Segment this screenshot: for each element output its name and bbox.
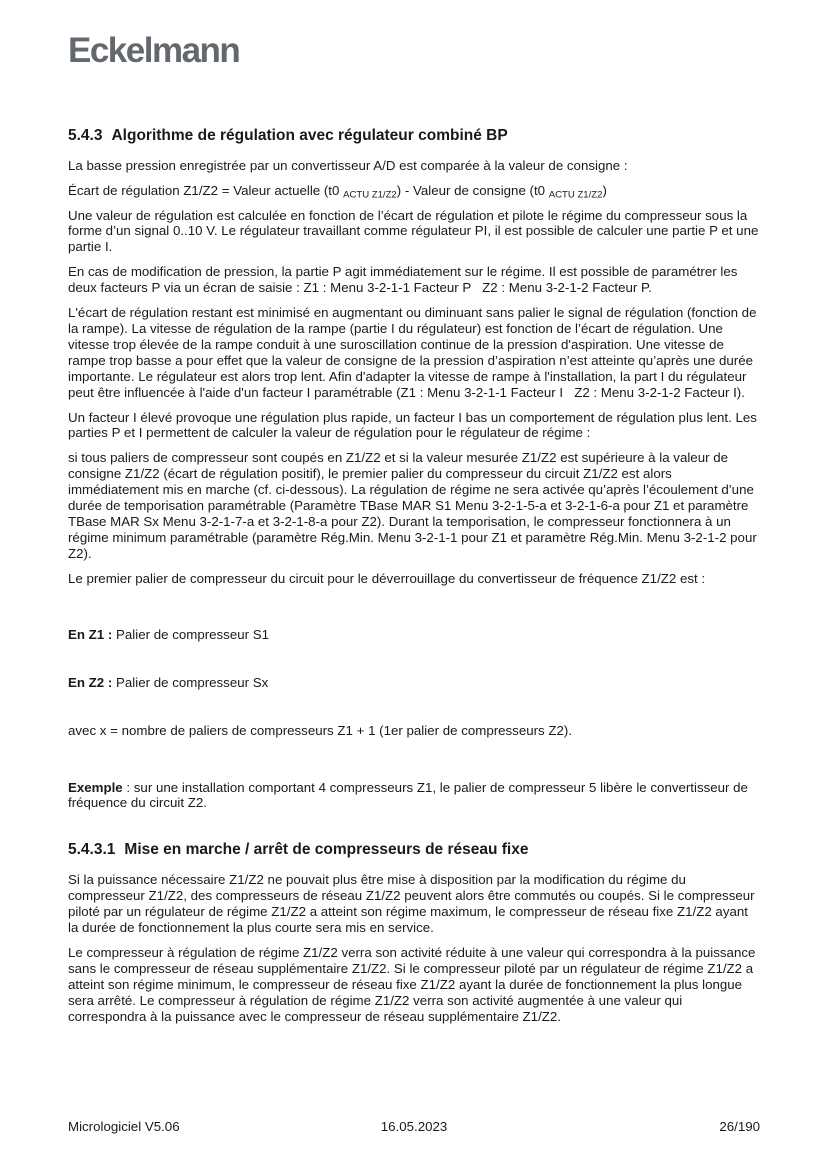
page-content (68, 0, 763, 1025)
section-number: 5.4.3 (68, 126, 103, 144)
footer-page-number: 26/190 (719, 1119, 760, 1134)
footer-firmware-version: Micrologiciel V5.06 (68, 1119, 180, 1134)
section-title: Algorithme de régulation avec régulateur combiné BP (111, 126, 508, 144)
formula-subscript-1: ACTU Z1/Z2 (343, 189, 397, 201)
formula-subscript-2: ACTU Z1/Z2 (548, 189, 603, 201)
paragraph-example (68, 780, 760, 812)
subsection-number: 5.4.3.1 (68, 841, 116, 859)
paragraph-regulation-value: Une valeur de régulation est calculée en fonction de l’écart de régulation et pilote le régime du compresseur sous la forme d’un signal 0..10 V. Le régulateur travaillant comme régulateur PI, il est possible de calculer une partie P et une partie I. (68, 207, 763, 255)
footer-date: 16.05.2023 (380, 1119, 448, 1134)
formula-part2: ) - Valeur de consigne (t0 (396, 182, 549, 198)
subsection-title: Mise en marche / arrêt de compresseurs de réseau fixe (124, 841, 529, 859)
section-heading-5431 (68, 841, 760, 859)
stage-z2-label: En Z2 : (68, 675, 113, 691)
paragraph-fixed-network-2: Le compresseur à régulation de régime Z1/Z2 verra son activité réduite à une valeur qui correspondra à la puissance sans le compresseur de réseau supplémentaire Z1/Z2. Si le compresseur piloté par un régulateur de régime Z1/Z2 a atteint son régime minimum, le compresseur de réseau fixe Z1/Z2 ayant la durée de fonctionnement la plus longue sera arrêté. Le compresseur à régulation de régime Z1/Z2 verra son activité augmentée à une valeur qui correspondra à la puissance avec le compresseur de réseau supplémentaire Z1/Z2. (68, 945, 760, 1024)
paragraph-p-factor: En cas de modification de pression, la partie P agit immédiatement sur le régime. Il est possible de paramétrer les deux facteurs P via un écran de saisie : Z1 : Menu 3-2-1-1 Facteur P Z2 : Menu 3-2-1-2 Facteur P. (68, 264, 742, 296)
stage-list-line-x: avec x = nombre de paliers de compresseurs Z1 + 1 (1er palier de compresseurs Z2). (68, 722, 573, 738)
paragraph-ramp: L'écart de régulation restant est minimisé en augmentant ou diminuant sans palier le signal de régulation (fonction de la rampe). La vitesse de régulation de la rampe (partie I du régulateur) est fonction de l’écart de régulation. Une vitesse trop élevée de la rampe conduit à une suroscillation continue de la pression d'aspiration. Une vitesse de rampe trop basse a pour effet que la valeur de consigne de la pression d’aspiration n’est atteinte qu’après une durée importante. Le régulateur est alors trop lent. Afin d'adapter la vitesse de rampe à l'installation, la part I du régulateur peut être influencée à l'aide d'un facteur I paramétrable (Z1 : Menu 3-2-1-1 Facteur I Z2 : Menu 3-2-1-2 Facteur I). (68, 305, 761, 400)
stage-z2-text: Palier de compresseur Sx (112, 675, 269, 691)
stage-z1-label: En Z1 : (68, 627, 113, 643)
stage-list (68, 596, 760, 771)
paragraph-fixed-network-1: Si la puissance nécessaire Z1/Z2 ne pouvait plus être mise à disposition par la modification du régime du compresseur Z1/Z2, des compresseurs de réseau Z1/Z2 peuvent alors être commutés ou coupés. Si le compresseur piloté par un régulateur de régime Z1/Z2 a atteint son régime maximum, le compresseur de réseau fixe Z1/Z2 ayant la durée de fonctionnement la plus courte sera mis en service. (68, 872, 759, 936)
eckelmann-logo: Eckelmann (68, 31, 240, 70)
paragraph-i-factor: Un facteur I élevé provoque une régulation plus rapide, un facteur I bas un comportement de régulation plus lent. Les parties P et I permettent de calculer la valeur de régulation pour le régulateur de régime : (68, 409, 761, 441)
formula-part1: Écart de régulation Z1/Z2 = Valeur actuelle (t0 (68, 182, 344, 198)
stage-z1-text: Palier de compresseur S1 (112, 627, 270, 643)
example-label: Exemple (68, 779, 123, 795)
paragraph-timer: si tous paliers de compresseur sont coupés en Z1/Z2 et si la valeur mesurée Z1/Z2 est supérieure à la valeur de consigne Z1/Z2 (écart de régulation positif), le premier palier du compresseur du circuit Z1/Z2 est alors immédiatement mis en marche (cf. ci-dessous). La régulation de régime ne sera activée qu’après l’écoulement d’une durée de temporisation paramétrable (Paramètre TBase MAR S1 Menu 3-2-1-5-a et 3-2-1-6-a pour Z1 et paramètre TBase MAR Sx Menu 3-2-1-7-a et 3-2-1-8-a pour Z2). Durant la temporisation, le compresseur fonctionnera à un régime minimum paramétrable (paramètre Rég.Min. Menu 3-2-1-1 pour Z1 et paramètre Rég.Min. Menu 3-2-1-2 pour Z2). (68, 450, 761, 561)
example-text: : sur une installation comportant 4 compresseurs Z1, le palier de compresseur 5 libère le convertisseur de fréquence du circuit Z2. (68, 779, 752, 811)
section-heading-543 (68, 127, 760, 145)
formula-line (68, 183, 760, 199)
stage-list-line-z2 (68, 675, 760, 691)
formula-part3: ) (602, 182, 607, 198)
paragraph-first-stage: Le premier palier de compresseur du circuit pour le déverrouillage du convertisseur de fréquence Z1/Z2 est : (68, 570, 706, 586)
page-footer (68, 1119, 760, 1137)
paragraph-intro: La basse pression enregistrée par un convertisseur A/D est comparée à la valeur de consigne : (68, 157, 628, 173)
stage-list-line-z1 (68, 627, 760, 643)
